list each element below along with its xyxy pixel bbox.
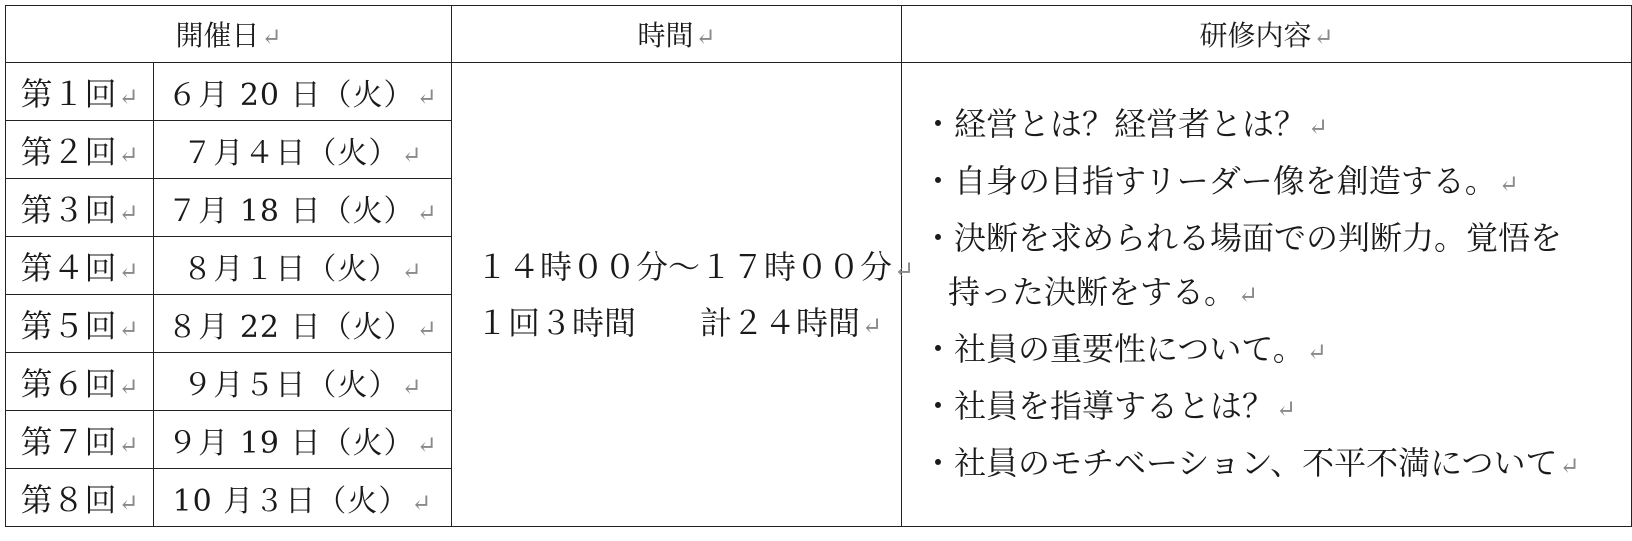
header-content	[902, 6, 1632, 63]
paragraph-mark-icon: ↵	[411, 488, 433, 517]
paragraph-mark-icon: ↵	[118, 314, 139, 343]
training-schedule-table	[5, 5, 1632, 527]
session-number	[6, 179, 154, 237]
paragraph-mark-icon: ↵	[1238, 280, 1259, 309]
session-number	[6, 63, 154, 121]
time-cell	[452, 63, 915, 527]
paragraph-mark-icon: ↵	[118, 82, 139, 111]
paragraph-mark-icon: ↵	[118, 198, 139, 227]
content-item	[922, 322, 1631, 379]
content-item	[922, 379, 1631, 436]
session-number-text: 第４回	[20, 248, 117, 287]
paragraph-mark-icon: ↵	[401, 140, 423, 169]
content-item	[922, 97, 1631, 154]
session-number-text: 第８回	[20, 480, 117, 519]
paragraph-mark-icon: ↵	[1498, 169, 1519, 198]
session-date	[154, 469, 452, 527]
paragraph-mark-icon: ↵	[1559, 451, 1580, 480]
paragraph-mark-icon: ↵	[401, 372, 423, 401]
paragraph-mark-icon: ↵	[416, 198, 438, 227]
session-number	[6, 237, 154, 295]
session-date-text: ７月４日（火）	[182, 135, 400, 171]
paragraph-mark-icon: ↵	[1276, 394, 1297, 423]
paragraph-mark-icon: ↵	[118, 488, 139, 517]
content-item-text: ・社員の重要性について。	[922, 329, 1305, 368]
paragraph-mark-icon: ↵	[862, 311, 883, 340]
session-number-text: 第５回	[20, 306, 117, 345]
header-time	[452, 6, 902, 63]
session-number	[6, 121, 154, 179]
session-number	[6, 295, 154, 353]
paragraph-mark-icon: ↵	[695, 23, 716, 51]
content-item	[922, 436, 1631, 493]
session-number	[6, 411, 154, 469]
paragraph-mark-icon: ↵	[1313, 23, 1334, 51]
content-item-text: ・社員のモチベーション、不平不満について	[922, 443, 1558, 482]
session-number-text: 第１回	[20, 74, 117, 113]
session-number-text: 第３回	[20, 190, 117, 229]
table-row	[6, 63, 1632, 121]
time-range-text: １４時００分～１７時００分	[476, 247, 893, 286]
session-date	[154, 179, 452, 237]
content-item-continuation	[922, 265, 1631, 322]
content-item-text: 持った決断をする。	[948, 272, 1237, 311]
session-date-text: ７月 18 日（火）	[167, 193, 415, 229]
content-item-text: ・経営とは？経営者とは？	[922, 104, 1307, 143]
paragraph-mark-icon: ↵	[261, 23, 282, 51]
session-date-text: ６月 20 日（火）	[167, 77, 415, 113]
content-cell	[902, 63, 1632, 527]
session-date-text: ８月１日（火）	[182, 251, 400, 287]
paragraph-mark-icon: ↵	[416, 82, 438, 111]
session-number-text: 第７回	[20, 422, 117, 461]
header-date-label: 開催日	[175, 19, 260, 52]
content-item	[922, 154, 1631, 211]
session-number	[6, 353, 154, 411]
header-time-label: 時間	[637, 19, 694, 52]
paragraph-mark-icon: ↵	[416, 430, 438, 459]
session-number-text: 第２回	[20, 132, 117, 171]
session-date	[154, 411, 452, 469]
paragraph-mark-icon: ↵	[1306, 337, 1327, 366]
session-number	[6, 469, 154, 527]
paragraph-mark-icon: ↵	[894, 255, 915, 284]
session-date	[154, 121, 452, 179]
session-date-text: ８月 22 日（火）	[167, 309, 415, 345]
content-item-text: ・社員を指導するとは？	[922, 386, 1275, 425]
paragraph-mark-icon: ↵	[118, 256, 139, 285]
session-date-text: 10 月３日（火）	[172, 483, 410, 519]
session-date	[154, 295, 452, 353]
paragraph-mark-icon: ↵	[416, 314, 438, 343]
paragraph-mark-icon: ↵	[118, 372, 139, 401]
time-total-text: １回３時間 計２４時間	[476, 303, 861, 342]
paragraph-mark-icon: ↵	[1308, 112, 1329, 141]
time-range	[476, 239, 915, 295]
session-date-text: ９月 19 日（火）	[167, 425, 415, 461]
paragraph-mark-icon: ↵	[118, 430, 139, 459]
paragraph-mark-icon: ↵	[118, 140, 139, 169]
session-date	[154, 63, 452, 121]
content-item	[922, 211, 1631, 265]
paragraph-mark-icon: ↵	[401, 256, 423, 285]
session-number-text: 第６回	[20, 364, 117, 403]
header-content-label: 研修内容	[1199, 19, 1312, 52]
session-date-text: ９月５日（火）	[182, 367, 400, 403]
content-item-text: ・自身の目指すリーダー像を創造する。	[922, 161, 1497, 200]
time-total	[476, 295, 901, 351]
content-item-text: ・決断を求められる場面での判断力。覚悟を	[922, 218, 1563, 257]
session-date	[154, 237, 452, 295]
header-date	[6, 6, 452, 63]
session-date	[154, 353, 452, 411]
